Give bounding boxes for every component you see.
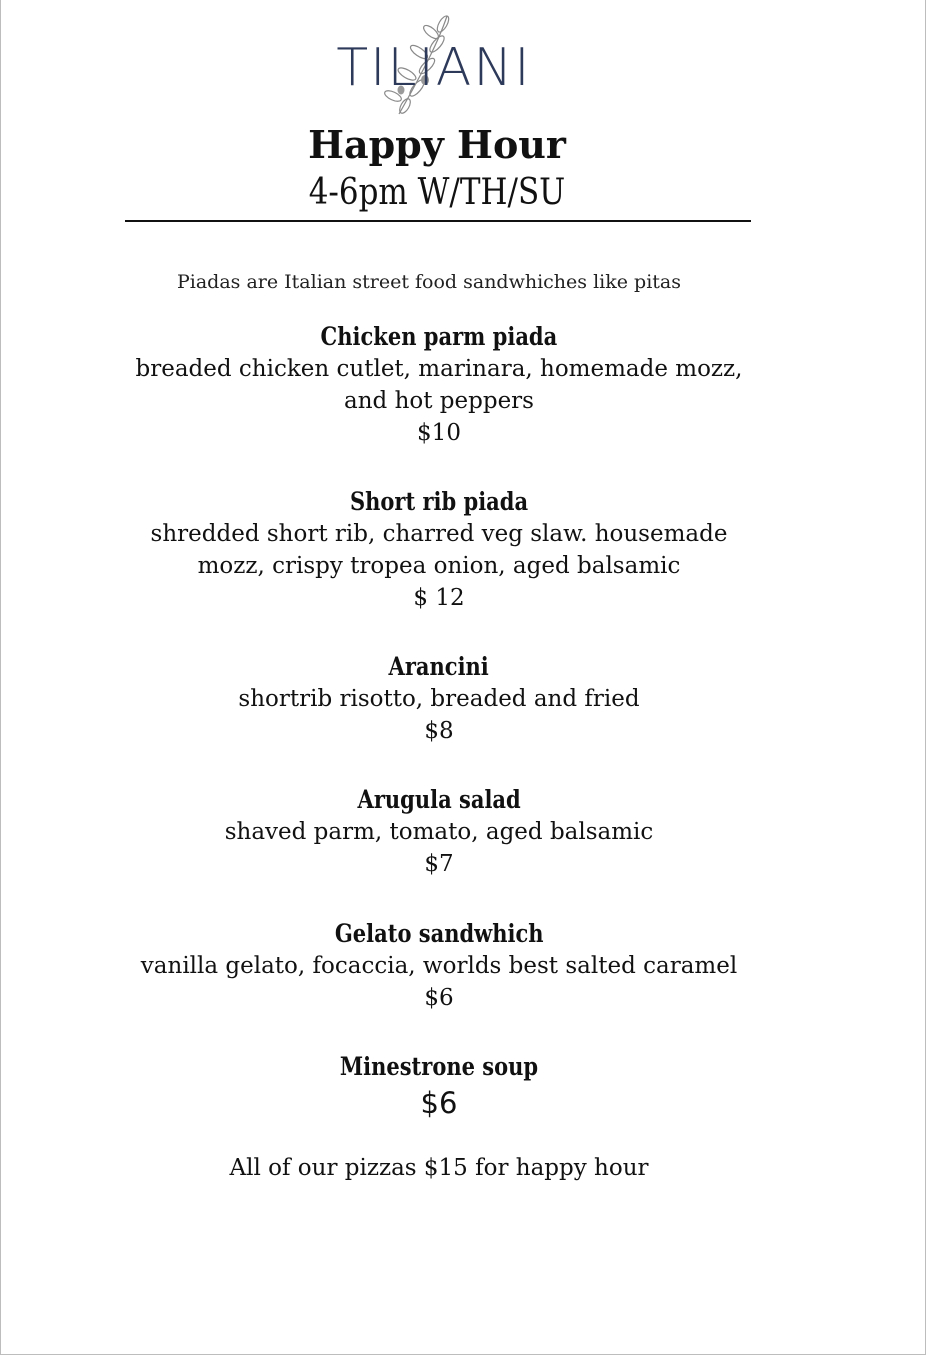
menu-item-price: $6 — [420, 1086, 458, 1120]
header-divider — [125, 220, 751, 222]
menu-item-description-line: and hot peppers — [344, 388, 534, 414]
menu-item-name: Arugula salad — [357, 785, 521, 814]
menu-item-description-line: mozz, crispy tropea onion, aged balsamic — [197, 553, 681, 579]
menu-item-price: $8 — [424, 718, 454, 744]
menu-item — [71, 651, 807, 747]
menu-item-description-line: shortrib risotto, breaded and fried — [238, 686, 640, 712]
menu-item-price: $6 — [424, 985, 454, 1011]
menu-item-name: Short rib piada — [349, 487, 529, 516]
menu-item-description-line: shaved parm, tomato, aged balsamic — [224, 819, 654, 845]
menu-item — [71, 486, 807, 614]
menu-item — [71, 918, 807, 1014]
menu-item — [71, 1051, 807, 1123]
tiliani-logo — [319, 10, 549, 120]
menu-item-description-line: vanilla gelato, focaccia, worlds best salted caramel — [140, 953, 738, 979]
menu-item-name: Minestrone soup — [339, 1052, 539, 1081]
menu-item-description-line: shredded short rib, charred veg slaw. housemade — [150, 521, 728, 547]
menu-item-name: Arancini — [388, 652, 490, 681]
menu-item-name: Gelato sandwhich — [334, 919, 544, 948]
footer-note: All of our pizzas $15 for happy hour — [229, 1155, 649, 1181]
menu-item-name: Chicken parm piada — [320, 322, 558, 351]
page-subtitle: 4-6pm W/TH/SU — [308, 172, 566, 213]
brand-name: TILIANI — [336, 38, 532, 98]
page-title: Happy Hour — [308, 122, 566, 167]
menu-item-description-line: breaded chicken cutlet, marinara, homemade mozz, — [135, 356, 743, 382]
menu-item-price: $ 12 — [413, 585, 465, 611]
menu-item-price: $7 — [424, 851, 454, 877]
menu-item — [71, 784, 807, 880]
intro-text: Piadas are Italian street food sandwhiches like pitas — [176, 271, 681, 293]
menu-item — [71, 321, 807, 449]
menu-item-price: $10 — [417, 420, 461, 446]
